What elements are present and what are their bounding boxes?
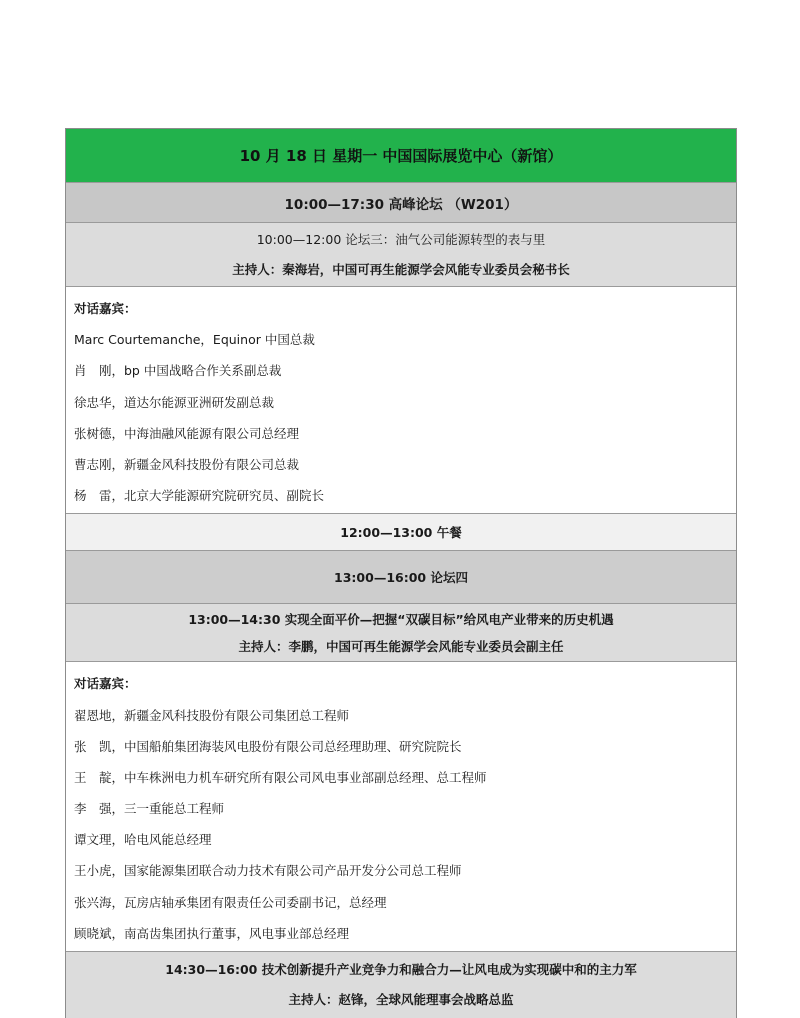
forum-bar-text: 10:00—17:30 高峰论坛 （W201） (284, 196, 518, 213)
session-title: 10:00—12:00 论坛三：油气公司能源转型的表与里 (256, 231, 546, 247)
session-host: 主持人：赵锋，全球风能理事会战略总监 (288, 992, 514, 1007)
day-header (66, 129, 736, 183)
session-title: 14:30—16:00 技术创新提升产业竞争力和融合力—让风电成为实现碳中和的主力军 (165, 962, 637, 977)
speaker-item: 曹志刚，新疆金风科技股份有限公司总裁 (74, 456, 300, 472)
speaker-item: 翟恩地，新疆金风科技股份有限公司集团总工程师 (74, 707, 350, 723)
session-header-1430 (66, 952, 736, 1018)
speaker-item: 徐忠华，道达尔能源亚洲研发副总裁 (74, 394, 275, 410)
speaker-item: 杨 雷，北京大学能源研究院研究员、副院长 (74, 488, 325, 504)
forum4-row (66, 551, 736, 604)
speaker-item: 顾晓斌，南高齿集团执行董事，风电事业部总经理 (74, 925, 350, 941)
session-host: 主持人：李鹏，中国可再生能源学会风能专业委员会副主任 (238, 638, 564, 654)
session-host: 主持人：秦海岩，中国可再生能源学会风能专业委员会秘书长 (232, 261, 570, 277)
speaker-item: 张兴海，瓦房店轴承集团有限责任公司委副书记，总经理 (74, 894, 387, 910)
speaker-item: 王小虎，国家能源集团联合动力技术有限公司产品开发分公司总工程师 (74, 863, 462, 879)
speaker-item: 张树德，中海油融风能源有限公司总经理 (74, 425, 300, 441)
session-title: 13:00—14:30 实现全面平价—把握“双碳目标”给风电产业带来的历史机遇 (188, 611, 614, 627)
speaker-list-forum3 (66, 287, 736, 514)
session-header-1300 (66, 604, 736, 662)
forum-bar (66, 183, 736, 223)
forum4-text: 13:00—16:00 论坛四 (334, 570, 468, 586)
speaker-item: 谭文理，哈电风能总经理 (74, 832, 212, 848)
speakers-label: 对话嘉宾： (74, 301, 137, 316)
speaker-item: Marc Courtemanche，Equinor 中国总裁 (74, 332, 315, 348)
speaker-item: 肖 刚，bp 中国战略合作关系副总裁 (74, 363, 282, 379)
agenda-table (65, 128, 737, 1018)
lunch-text: 12:00—13:00 午餐 (340, 525, 462, 541)
speaker-list-1300 (66, 662, 736, 952)
speaker-item: 王 靛，中车株洲电力机车研究所有限公司风电事业部副总经理、总工程师 (74, 769, 487, 785)
speaker-item: 李 强，三一重能总工程师 (74, 801, 225, 817)
speaker-item: 张 凯，中国船舶集团海装风电股份有限公司总经理助理、研究院院长 (74, 738, 462, 754)
day-header-text: 10 月 18 日 星期一 中国国际展览中心（新馆） (239, 147, 563, 165)
lunch-row (66, 514, 736, 551)
speakers-label: 对话嘉宾： (74, 676, 137, 692)
session-header-forum3 (66, 223, 736, 287)
